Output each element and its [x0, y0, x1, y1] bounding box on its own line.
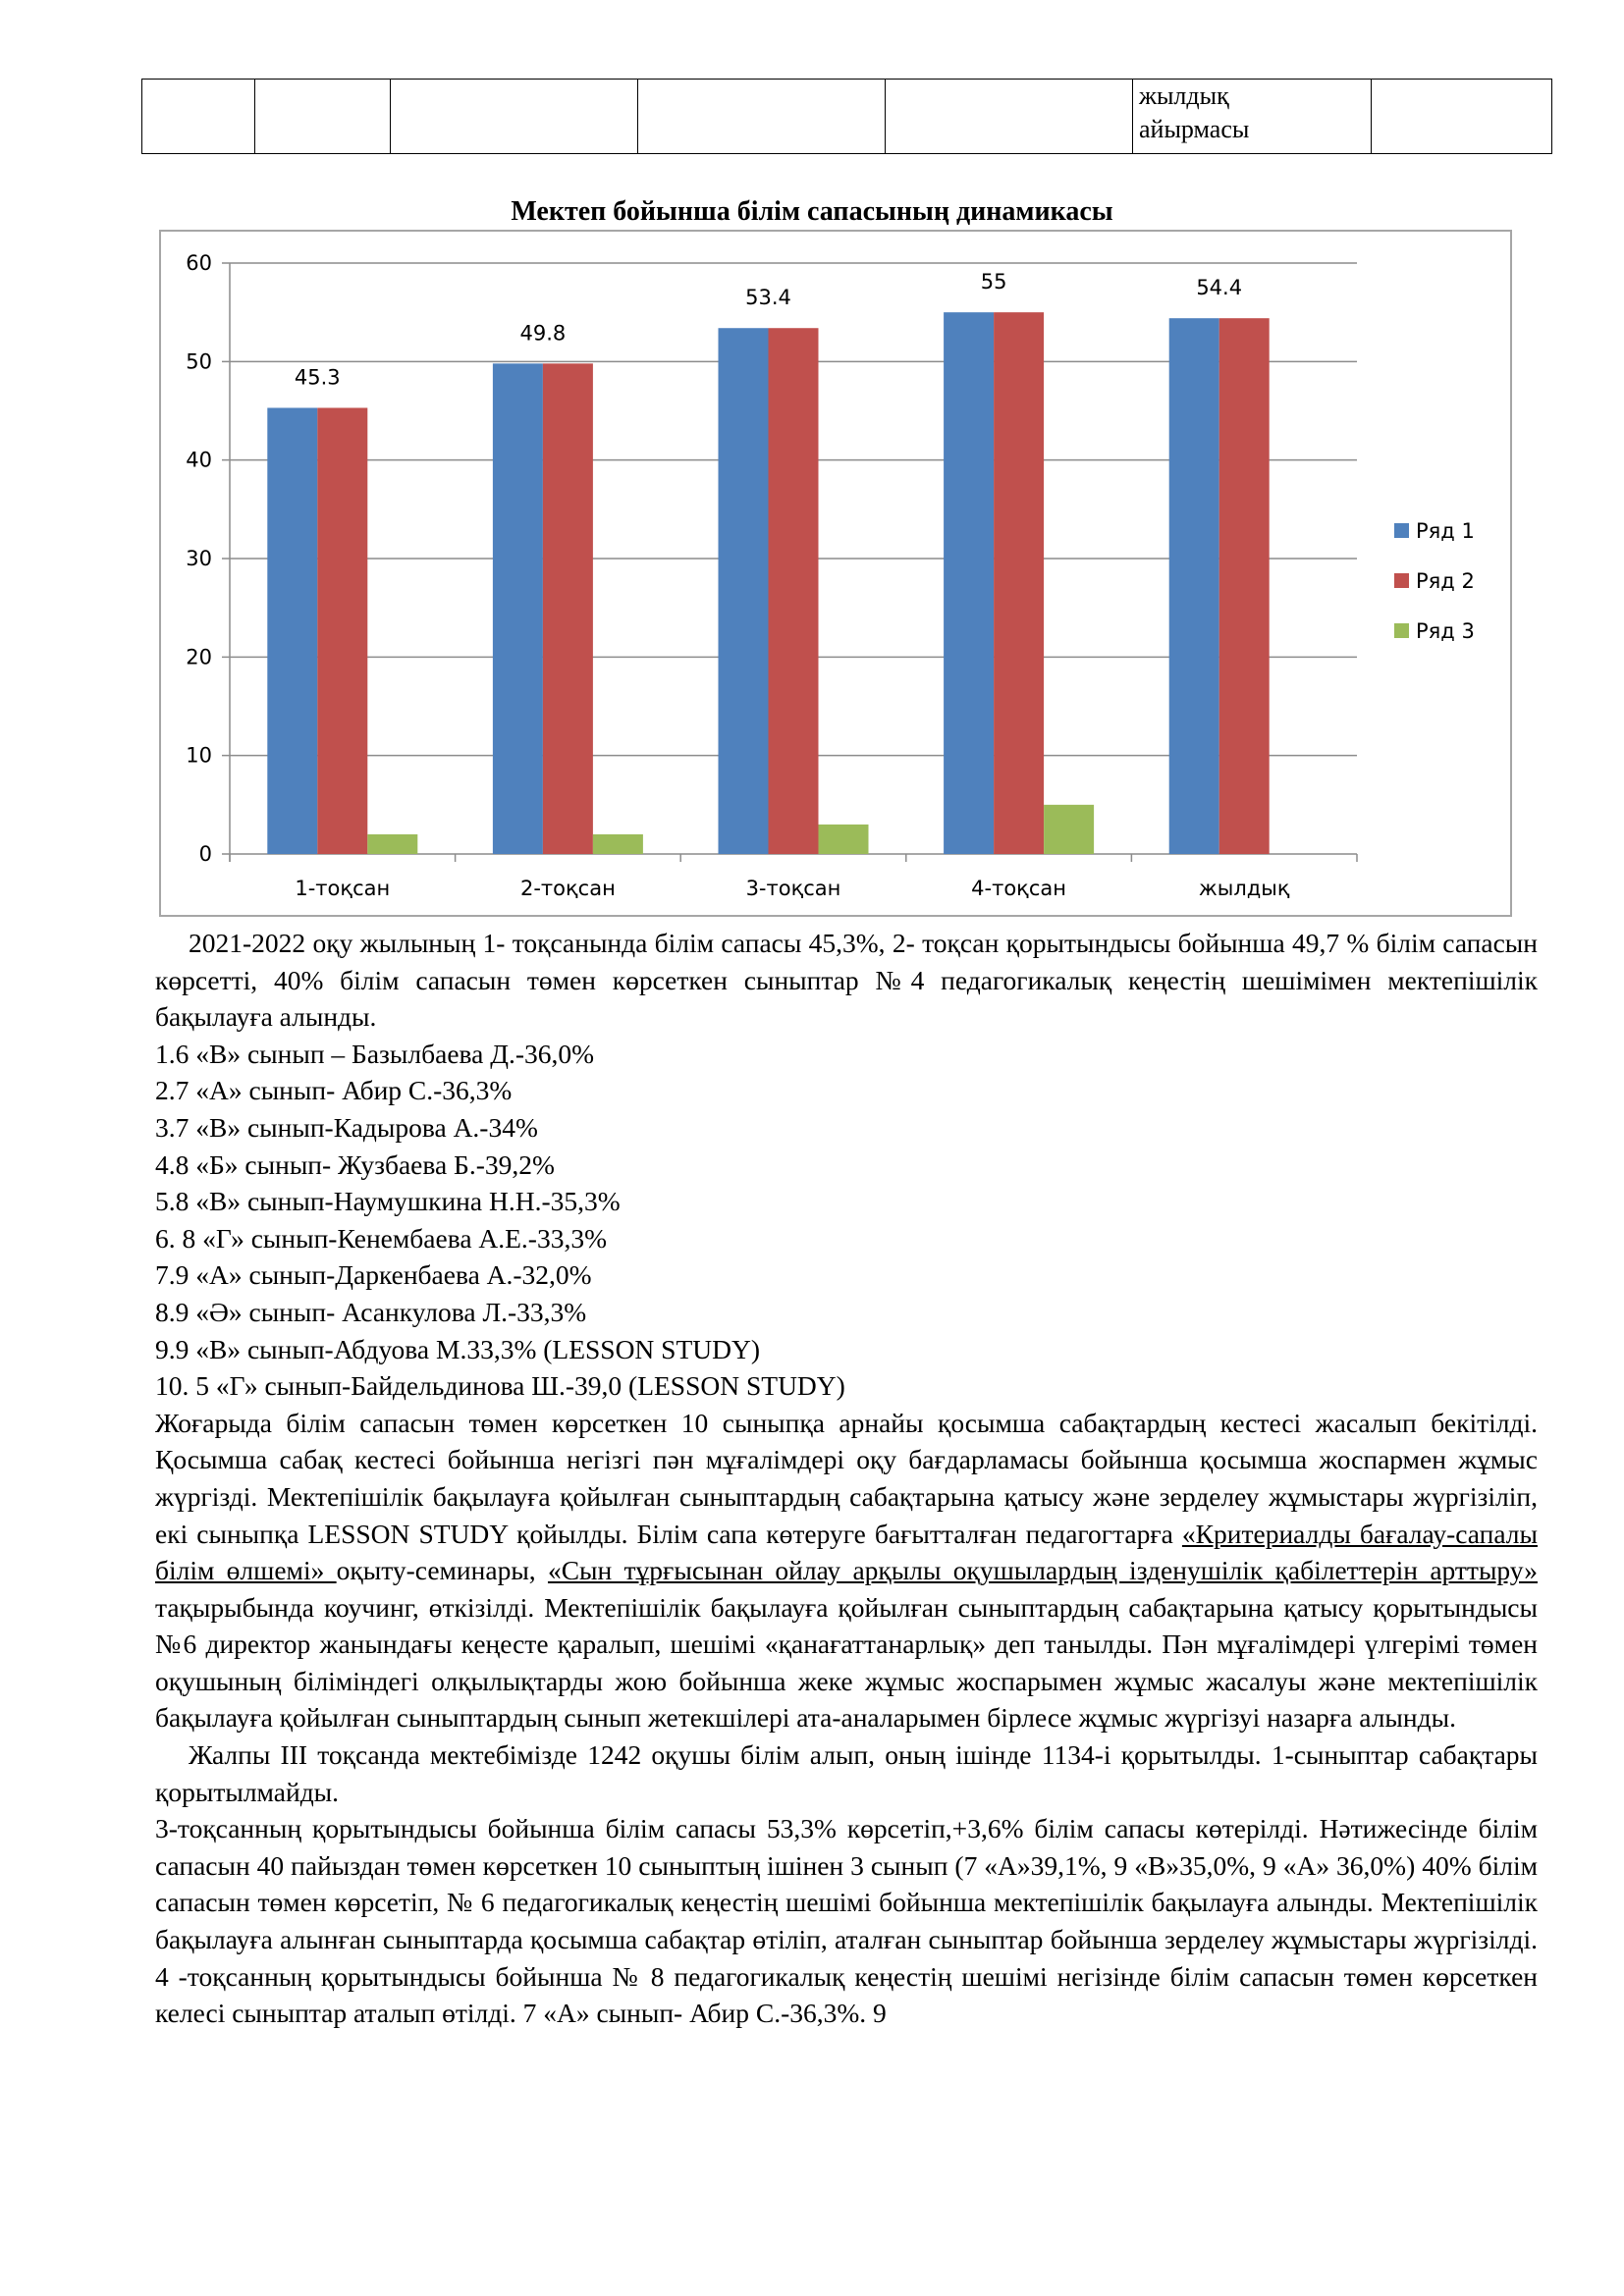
cell-text-line: жылдық — [1139, 81, 1229, 110]
table-cell — [1372, 80, 1552, 154]
y-tick-label: 20 — [186, 645, 212, 669]
table-cell-annual-difference — [1133, 80, 1372, 154]
data-label: 49.8 — [519, 321, 567, 346]
seminar-title: «Критериалды бағалау-сапалы білім өлшемі» — [155, 1518, 1538, 1586]
list-item: 5.8 «В» сынып-Наумушкина Н.Н.-35,3% — [155, 1186, 621, 1217]
y-tick-label: 50 — [186, 349, 212, 374]
x-category-label: 3-тоқсан — [745, 877, 841, 900]
low-quality-class-list — [155, 1036, 1538, 1405]
bar-ряд-2 — [994, 312, 1044, 854]
bar-ряд-1 — [493, 363, 543, 854]
list-item: 8.9 «Ә» сынып- Асанкулова Л.-33,3% — [155, 1296, 587, 1327]
bar-ряд-3 — [1044, 805, 1094, 854]
legend-swatch-icon — [1394, 523, 1409, 538]
paragraph-q3-summary: Жалпы ІІІ тоқсанда мектебімізде 1242 оқушы білім алып, оның ішінде 1134-і қорытылды. 1-сыныптар сабақтары қорытылмайды. — [155, 1739, 1538, 1807]
table-cell — [886, 80, 1133, 154]
bar-ряд-1 — [944, 312, 994, 854]
data-label: 54.4 — [1196, 276, 1243, 300]
legend-label: Ряд 3 — [1416, 619, 1475, 643]
coaching-title: «Сын тұрғысынан ойлау арқылы оқушылардың ізденушілік қабілеттерін арттыру» — [547, 1555, 1538, 1586]
x-category-label: жылдық — [1198, 877, 1290, 900]
paragraph-q3-results: 3-тоқсанның қорытындысы бойынша білім сапасы 53,3% көрсетіп,+3,6% білім сапасы көтерілді. Нәтижесінде білім сапасын 40 пайыздан төмен көрсеткен 10 сыныптың ішінен 3 сынып (7 «А»39,1%, 9 «В»35,0%, 9 «А» 36,0%) 40% білім сапасын төмен көрсетіп, № 6 педагогикалық кеңестің шешімі бойынша мектепішілік бақылауға алынды. Мектепішілік бақылауға алынған сыныптарда қосымша сабақтар өтіліп, аталған сыныптар бойынша зерделеу жұмыстары жүргізілді. 4 -тоқсанның қорытындысы бойынша № 8 педагогикалық кеңестің шешімі негізінде білім сапасын төмен көрсеткен келесі сыныптар аталып өтілді. 7 «А» сынып- Абир С.-36,3%. 9 — [155, 1813, 1538, 2029]
bar-ряд-3 — [819, 825, 869, 854]
legend-label: Ряд 2 — [1416, 569, 1475, 593]
bar-ряд-2 — [769, 328, 819, 854]
bar-ряд-1 — [1169, 318, 1219, 854]
text-run: оқыту-семинары, — [336, 1555, 548, 1586]
bar-ряд-2 — [317, 407, 367, 854]
x-category-label: 2-тоқсан — [519, 877, 616, 900]
legend-label: Ряд 1 — [1416, 519, 1475, 543]
list-item: 2.7 «А» сынып- Абир С.-36,3% — [155, 1075, 513, 1106]
x-category-label: 1-тоқсан — [295, 877, 391, 900]
table-cell — [391, 80, 638, 154]
legend-swatch-icon — [1394, 573, 1409, 588]
table-cell — [142, 80, 255, 154]
results-table-fragment — [141, 79, 1552, 154]
y-tick-label: 30 — [186, 547, 212, 570]
bar-ряд-3 — [367, 834, 417, 854]
list-item: 9.9 «В» сынып-Абдуова М.33,3% (LESSON STUDY) — [155, 1333, 760, 1364]
bar-ряд-3 — [593, 834, 643, 854]
bar-ряд-2 — [1219, 318, 1270, 854]
table-cell — [638, 80, 886, 154]
text-run: Жоғарыда білім сапасын төмен көрсеткен 10 сыныпқа арнайы қосымша сабақтардың кестесі жасалып бекітілді. Қосымша сабақ кестесі бойынша негізгі пән мұғалімдері оқу бағдарламасы бойынша қосымша жоспармен жұмыс жүргізді. Мектепішілік бақылауға қойылған сыныптардың сабақтарына қатысу және зерделеу жұмыстары жүргізіліп, екі сыныпқа LESSON STUDY қойылды. Білім сапа көтеруге бағытталған педагогтарға — [155, 1407, 1538, 1549]
chart-canvas — [161, 232, 1510, 915]
y-tick-label: 40 — [186, 448, 212, 472]
data-label: 53.4 — [745, 286, 791, 310]
bar-chart — [159, 230, 1512, 917]
y-tick-label: 10 — [186, 743, 212, 768]
chart-title: Мектеп бойынша білім сапасының динамикасы — [511, 196, 1113, 227]
table-row — [142, 80, 1552, 154]
data-label: 55 — [980, 270, 1007, 294]
table-cell — [255, 80, 391, 154]
text-run: тақырыбында коучинг, өткізілді. Мектепішілік бақылауға қойылған сыныптардың сабақтарына қатысу қорытындысы №6 директор жанындағы кеңесте қаралып, шешімі «қанағаттанарлық» деп танылды. Пән мұғалімдері үлгерімі төмен оқушының біліміндегі олқылықтарды жою бойынша жеке жұмыс жоспарымен жұмыс жасалуы және мектепішілік бақылауға қойылған сыныптардың сынып жетекшілері ата-аналарымен бірлесе жұмыс жүргізуі назарға алынды. — [155, 1591, 1538, 1734]
document-body — [155, 925, 1538, 2032]
y-tick-label: 0 — [198, 842, 212, 866]
data-label: 45.3 — [294, 365, 341, 390]
y-tick-label: 60 — [186, 251, 212, 275]
bar-ряд-2 — [543, 363, 593, 854]
list-item: 3.7 «В» сынып-Кадырова А.-34% — [155, 1111, 538, 1143]
paragraph-intro: 2021-2022 оқу жылының 1- тоқсанында білім сапасы 45,3%, 2- тоқсан қорытындысы бойынша 49,7 % білім сапасын көрсетті, 40% білім сапасын төмен көрсеткен сыныптар №4 педагогикалық кеңестің шешімімен мектепішілік бақылауға алынды. — [155, 928, 1538, 1033]
paragraph-measures — [155, 1405, 1538, 1736]
bar-ряд-1 — [267, 407, 317, 854]
list-item: 7.9 «А» сынып-Даркенбаева А.-32,0% — [155, 1259, 592, 1291]
x-category-label: 4-тоқсан — [971, 877, 1067, 900]
cell-text-line: айырмасы — [1139, 115, 1250, 143]
list-item: 4.8 «Б» сынып- Жузбаева Б.-39,2% — [155, 1148, 555, 1180]
list-item: 10. 5 «Г» сынып-Байдельдинова Ш.-39,0 (LESSON STUDY) — [155, 1370, 845, 1402]
bar-ряд-1 — [719, 328, 769, 854]
list-item: 1.6 «В» сынып – Базылбаева Д.-36,0% — [155, 1038, 595, 1069]
legend-swatch-icon — [1394, 623, 1409, 638]
list-item: 6. 8 «Г» сынып-Кенембаева А.Е.-33,3% — [155, 1222, 607, 1254]
